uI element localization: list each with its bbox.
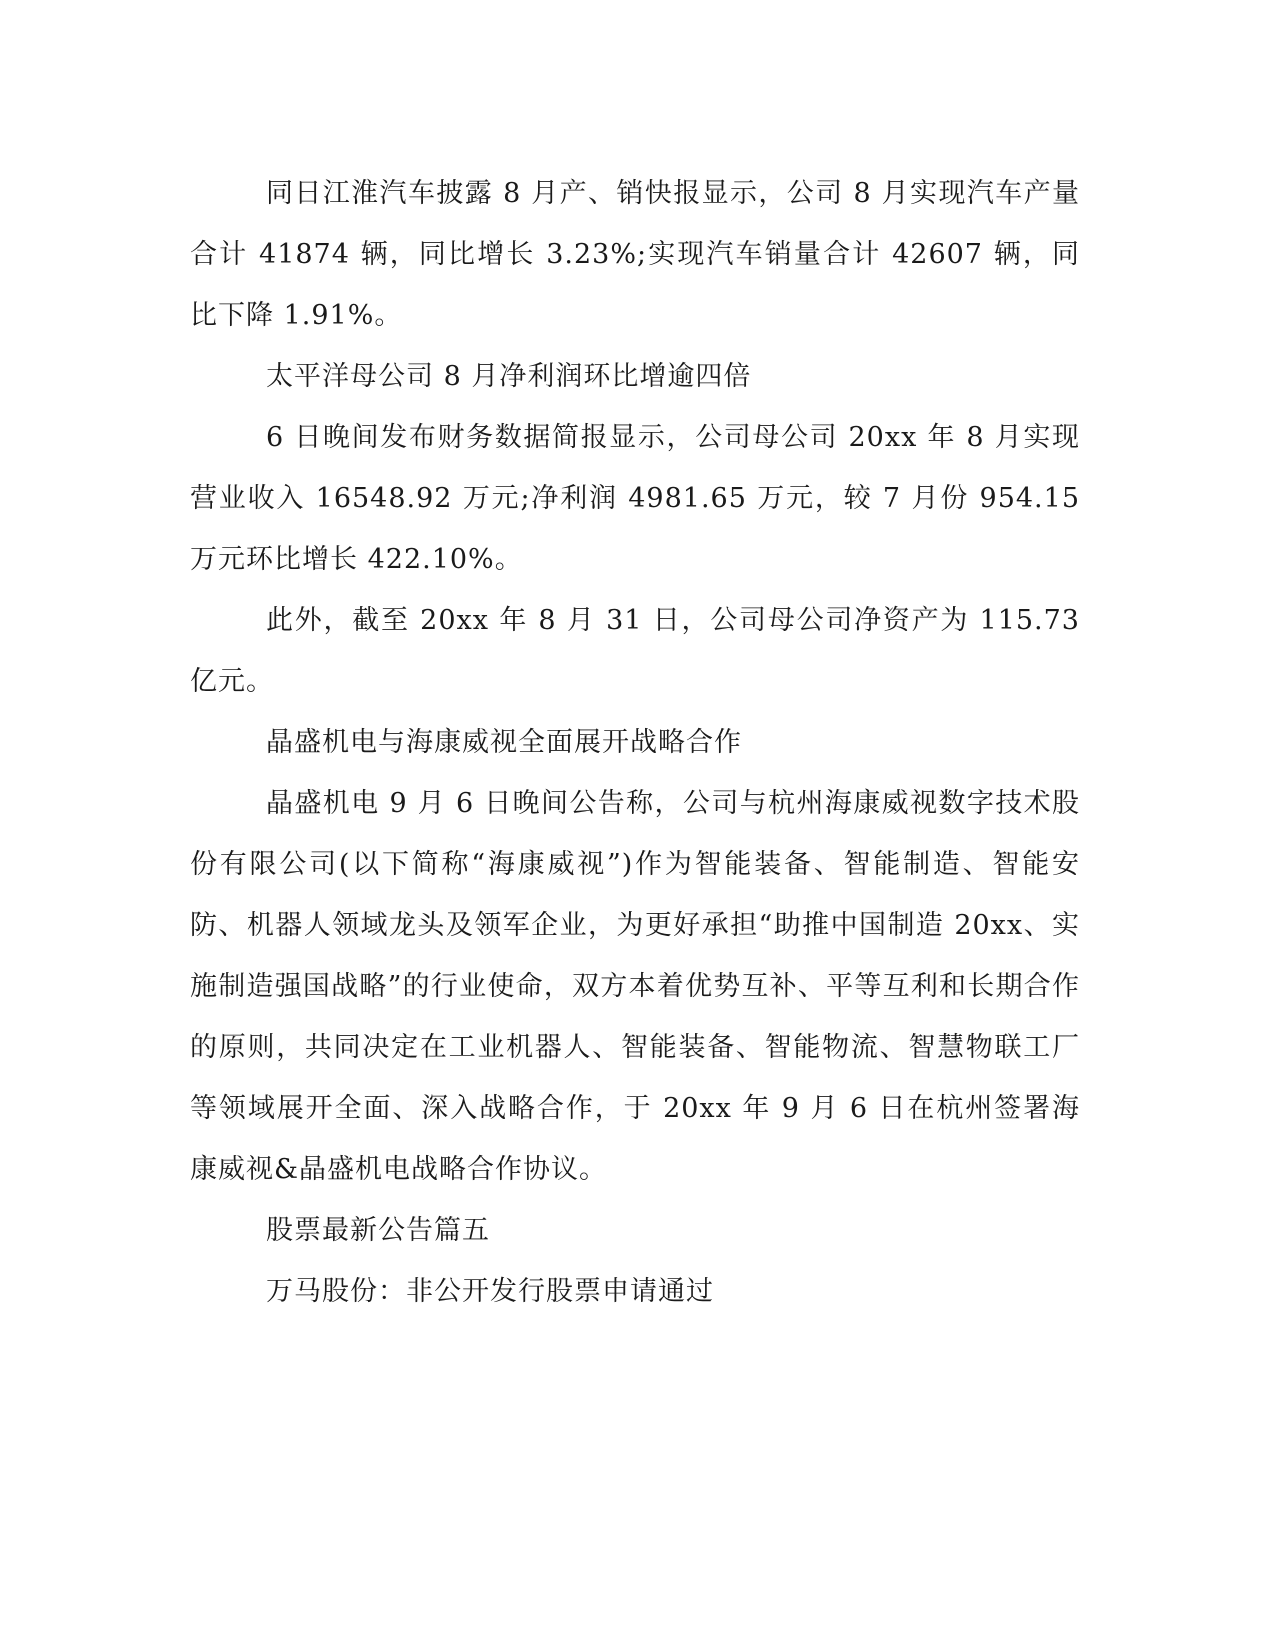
- document-body: [190, 163, 1080, 1322]
- heading-section-five: 股票最新公告篇五: [266, 1215, 490, 1246]
- paragraph-jingsheng-hikvision: 晶盛机电 9 月 6 日晚间公告称，公司与杭州海康威视数字技术股份有限公司(以下简称“海康威视”)作为智能装备、智能制造、智能安防、机器人领域龙头及领军企业，为更好承担“助推中国制造 20xx、实施制造强国战略”的行业使命，双方本着优势互补、平等互利和长期合作的原则，共同决定在工业机器人、智能装备、智能物流、智慧物联工厂等领域展开全面、深入战略合作，于 20xx 年 9 月 6 日在杭州签署海康威视&晶盛机电战略合作协议。: [190, 788, 1080, 1185]
- heading-jingsheng-hikvision: 晶盛机电与海康威视全面展开战略合作: [266, 727, 742, 758]
- paragraph-cpic-net-assets: 此外，截至 20xx 年 8 月 31 日，公司母公司净资产为 115.73 亿元。: [190, 605, 1080, 697]
- heading-cpic-profit: 太平洋母公司 8 月净利润环比增逾四倍: [266, 361, 752, 392]
- heading-wanma: 万马股份：非公开发行股票申请通过: [266, 1276, 714, 1307]
- paragraph-cpic-financials: 6 日晚间发布财务数据简报显示，公司母公司 20xx 年 8 月实现营业收入 16548.92 万元;净利润 4981.65 万元，较 7 月份 954.15 万元环比增长 422.10%。: [190, 422, 1080, 575]
- paragraph-jac-sales: 同日江淮汽车披露 8 月产、销快报显示，公司 8 月实现汽车产量合计 41874 辆，同比增长 3.23%;实现汽车销量合计 42607 辆，同比下降 1.91%。: [190, 178, 1080, 331]
